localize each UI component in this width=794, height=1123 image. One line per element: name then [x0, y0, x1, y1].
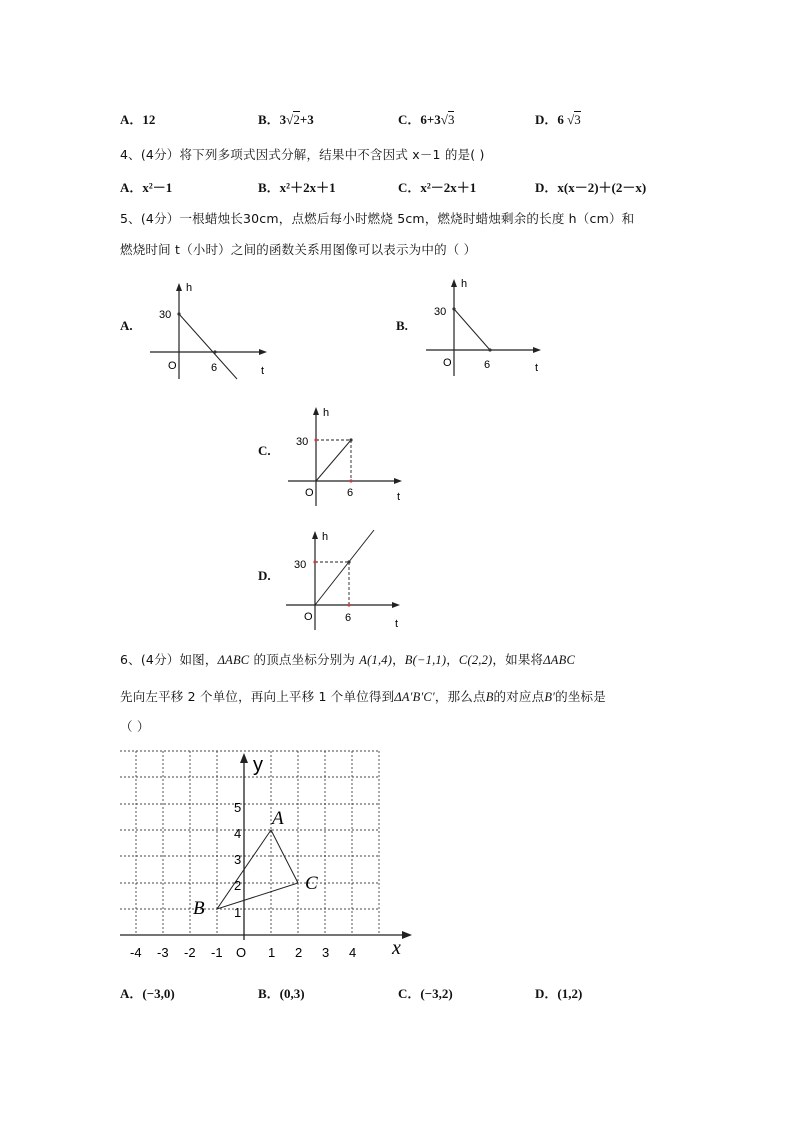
q6-point-b: B(−1,1) — [404, 653, 447, 667]
q3-option-d[interactable] — [535, 109, 581, 128]
q6-stem-part1: 6、(4分）如图， — [120, 652, 218, 667]
t-label: t — [535, 362, 539, 374]
vertex-a-label: A — [272, 808, 284, 829]
graph-a-line — [179, 314, 237, 379]
t-axis-arrow — [533, 347, 541, 353]
q5-stem-line1: 5、(4分）一根蜡烛长30cm，点燃后每小时燃烧 5cm，燃烧时蜡烛剩余的长度 h（cm）和 — [120, 211, 635, 226]
point-0-30 — [314, 438, 317, 441]
q3-option-d-radicand: 3 — [574, 112, 581, 127]
point-6-0 — [488, 348, 491, 351]
graph-b — [416, 276, 556, 376]
q6-line2-b: ，那么点 — [434, 689, 486, 704]
h-axis-arrow — [313, 407, 319, 415]
origin-label: O — [304, 611, 313, 623]
q6-stem-part2: 的顶点坐标分别为 — [249, 652, 360, 667]
q6-line2-c: 的对应点 — [493, 689, 545, 704]
q3-option-b-prefix: B．3 — [258, 112, 287, 127]
q6-point-b-ref: B — [485, 690, 494, 704]
sqrt-symbol: √ — [567, 112, 575, 127]
graph-c — [282, 403, 412, 507]
point-0-30 — [313, 560, 316, 563]
coordinate-grid — [115, 745, 415, 965]
t-label: t — [261, 365, 265, 377]
sqrt-symbol: √ — [286, 112, 294, 127]
x-tick-6: 6 — [347, 487, 354, 499]
graph-d — [280, 527, 410, 631]
vertex-b-label: B — [193, 898, 205, 919]
q6-triangle-abc: ΔABC — [217, 653, 250, 667]
x-axis-arrow — [402, 931, 412, 939]
h-axis-arrow — [176, 283, 182, 291]
q3-option-b-radicand: 2 — [293, 112, 300, 127]
q6-point-a: A(1,4) — [359, 653, 393, 667]
origin-label: O — [236, 945, 247, 960]
x-tick-neg4: -4 — [130, 945, 142, 960]
vertex-c-label: C — [305, 873, 318, 894]
q6-option-c[interactable]: C．(−3,2) — [398, 986, 453, 1001]
h-label: h — [322, 531, 329, 543]
point-6-0 — [213, 350, 216, 353]
q3-option-c[interactable] — [398, 109, 454, 128]
t-label: t — [395, 618, 399, 630]
x-tick-3: 3 — [322, 945, 330, 960]
q3-option-b[interactable] — [258, 109, 314, 128]
y-tick-30: 30 — [434, 306, 447, 318]
x-tick-4: 4 — [349, 945, 357, 960]
q6-answer-paren: （ ） — [120, 719, 150, 734]
sqrt-symbol: √ — [440, 112, 448, 127]
q3-option-c-prefix: C．6+3 — [398, 112, 441, 127]
q6-triangle-abc-2: ΔABC — [543, 653, 575, 667]
point-6-30 — [347, 560, 350, 563]
q6-point-c: C(2,2) — [458, 653, 493, 667]
y-tick-30: 30 — [159, 309, 172, 321]
q5-stem-line2: 燃烧时间 t（小时）之间的函数关系用图像可以表示为中的（ ） — [120, 242, 477, 257]
q5-label-a[interactable]: A. — [120, 318, 133, 333]
h-label: h — [461, 278, 468, 290]
x-axis-label: x — [392, 937, 401, 959]
graph-c-line — [316, 440, 351, 481]
q3-option-d-prefix: D．6 — [535, 112, 564, 127]
x-tick-neg3: -3 — [157, 945, 169, 960]
q6-point-b-prime: B′ — [544, 690, 556, 704]
q4-option-d[interactable]: D．x(x－2)＋(2－x) — [535, 180, 647, 195]
x-tick-neg2: -2 — [184, 945, 196, 960]
q6-line2-a: 先向左平移 2 个单位，再向上平移 1 个单位得到 — [120, 689, 395, 704]
y-axis-label: y — [253, 754, 263, 776]
q6-triangle-prime: ΔA′B′C′ — [394, 690, 435, 704]
q5-label-b[interactable]: B. — [396, 318, 408, 333]
h-axis-arrow — [451, 279, 457, 287]
grid-lines — [120, 751, 380, 935]
x-tick-6: 6 — [484, 359, 491, 371]
x-tick-2: 2 — [295, 945, 303, 960]
q5-label-d[interactable]: D. — [258, 568, 271, 583]
q6-stem-part3: ，如果将 — [492, 652, 544, 667]
q3-option-c-radicand: 3 — [447, 112, 455, 127]
t-axis-arrow — [392, 602, 400, 608]
origin-label: O — [305, 487, 314, 499]
t-label: t — [397, 491, 401, 503]
q6-option-d[interactable]: D．(1,2) — [535, 986, 583, 1001]
triangle-abc — [217, 830, 298, 909]
point-6-0 — [349, 479, 352, 482]
x-tick-6: 6 — [211, 362, 218, 374]
q6-line2-d: 的坐标是 — [555, 689, 606, 704]
q5-label-c[interactable]: C. — [258, 443, 271, 458]
t-axis-arrow — [259, 349, 267, 355]
q4-option-a[interactable]: A．x²－1 — [120, 180, 173, 195]
y-tick-2: 2 — [234, 878, 242, 893]
y-tick-1: 1 — [234, 905, 242, 920]
y-tick-5: 5 — [234, 800, 242, 815]
h-axis-arrow — [312, 531, 318, 539]
point-0-30 — [452, 307, 455, 310]
x-tick-6: 6 — [345, 612, 352, 624]
y-tick-3: 3 — [234, 852, 242, 867]
q6-stem-line2 — [120, 687, 606, 705]
q3-option-b-suffix: +3 — [299, 112, 314, 127]
y-tick-30: 30 — [296, 436, 309, 448]
point-6-0 — [347, 603, 350, 606]
graph-a — [140, 280, 280, 380]
q6-stem-line1: 6、(4分）如图，ΔABC 的顶点坐标分别为 A(1,4)，B(−1,1)，C(2,2)，如果将ΔABC — [120, 652, 575, 667]
h-label: h — [323, 407, 330, 419]
point-0-30 — [177, 312, 180, 315]
x-tick-neg1: -1 — [211, 945, 223, 960]
y-tick-4: 4 — [234, 826, 242, 841]
y-axis-arrow — [240, 753, 248, 763]
origin-label: O — [443, 357, 452, 369]
q4-stem: 4、(4分）将下列多项式因式分解，结果中不含因式 x－1 的是( ) — [120, 147, 485, 162]
x-tick-1: 1 — [268, 945, 276, 960]
t-axis-arrow — [394, 478, 402, 484]
graph-b-line — [454, 309, 490, 350]
y-tick-30: 30 — [294, 559, 307, 571]
q4-option-c[interactable]: C．x²－2x＋1 — [398, 180, 477, 195]
q3-option-a[interactable]: A．12 — [120, 112, 156, 127]
h-label: h — [186, 282, 193, 294]
q6-option-b[interactable]: B．(0,3) — [258, 986, 305, 1001]
q6-option-a[interactable]: A．(−3,0) — [120, 986, 175, 1001]
origin-label: O — [168, 360, 177, 372]
point-6-30 — [349, 438, 352, 441]
q4-option-b[interactable]: B．x²＋2x＋1 — [258, 180, 336, 195]
